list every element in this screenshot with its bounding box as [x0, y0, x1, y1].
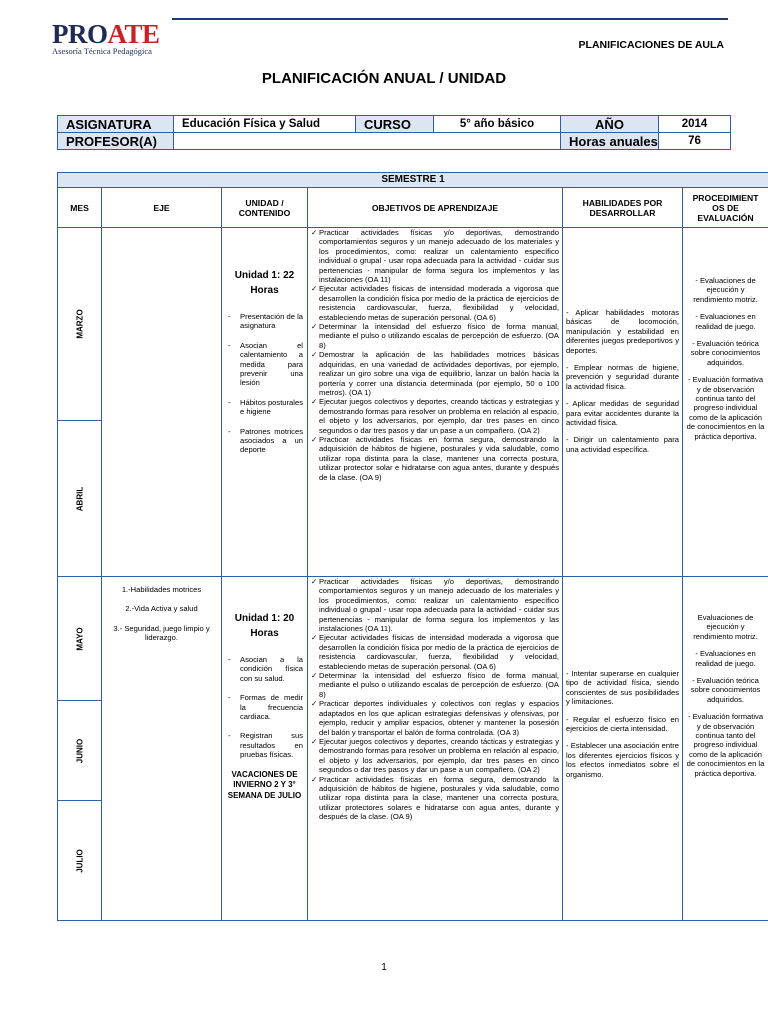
month-abril: ABRIL [58, 421, 102, 577]
evaluation-item: - Evaluación teórica sobre conocimientos adquiridos. [690, 339, 761, 367]
unit1-skills [563, 228, 683, 577]
header-eje: EJE [102, 188, 222, 228]
horas-value: 76 [659, 133, 731, 150]
objective-item: ✓ Ejecutar juegos colectivos y deportes, creando tácticas y estrategias y demostrando formas para resolver un problema en relación al espacio, el objeto y los adversarios, por ejemplo, dar tres pases en cinco segundos o dar tres pasos y dar un pase a un compañero. (OA 2) [311, 397, 559, 435]
info-table [57, 115, 731, 150]
unit1-content [222, 228, 308, 577]
curso-label: CURSO [356, 116, 434, 133]
header-habilidades: HABILIDADES POR DESARROLLAR [563, 188, 683, 228]
header-objetivos: OBJETIVOS DE APRENDIZAJE [308, 188, 563, 228]
skill-item: - Aplicar medidas de seguridad para evitar accidentes durante la actividad física. [566, 399, 679, 428]
objective-item: ✓ Practicar actividades físicas y/o deportivas, demostrando comportamientos seguros y un manejo adecuado de los materiales y los procedimientos, como: realizar un calentamiento específico individual o grupal - usar ropa adecuada para la actividad - cuidar sus pertenencias - manipular de forma segura los implementos y las instalaciones (OA 11). [311, 577, 559, 633]
unit2-item: - Asocian a la condición física con su salud. [236, 655, 303, 683]
objective-item: ✓ Ejecutar actividades físicas de intensidad moderada a vigorosa que desarrollen la condición física por medio de la práctica de ejercicios de resistencia cardiovascular, fuerza, flexibilidad y velocidad, estableciendo metas de superación personal. (OA 6) [311, 633, 559, 671]
unit1-title: Unidad 1: 22 Horas [234, 270, 295, 296]
month-junio: JUNIO [58, 701, 102, 801]
evaluation-item: - Evaluaciones en realidad de juego. [695, 312, 756, 331]
unit2-evaluation [683, 577, 768, 921]
curso-value: 5° año básico [434, 116, 561, 133]
asignatura-value: Educación Física y Salud [174, 116, 356, 133]
unit1-item: - Hábitos posturales e higiene [236, 398, 303, 417]
skill-item: - Intentar superarse en cualquier tipo de actividad física, siendo conscientes de sus posibilidades y limitaciones. [566, 669, 679, 707]
eje-cell-unit2 [102, 577, 222, 921]
profesor-value [174, 133, 561, 150]
planning-table [57, 172, 768, 921]
evaluation-item: - Evaluaciones en realidad de juego. [695, 649, 756, 668]
objective-item: ✓ Ejecutar actividades físicas de intensidad moderada a vigorosa que desarrollen la condición física por medio de la práctica de ejercicios de resistencia cardiovascular, fuerza, flexibilidad y velocidad, estableciendo metas de superación personal. (OA 6) [311, 284, 559, 322]
unit1-evaluation [683, 228, 768, 577]
evaluation-item: - Evaluación formativa y de observación continua tanto del progreso individual como de la aplicación de conocimientos en la práctica deportiva. [686, 375, 765, 441]
page-number: 1 [381, 962, 387, 973]
anio-label: AÑO [561, 116, 659, 133]
unit1-item: - Patrones motrices asociados a un deporte [236, 427, 303, 455]
unit1-item: - Asocian el calentamiento a medida para prevenir una lesión [236, 341, 303, 388]
objective-item: ✓ Ejecutar juegos colectivos y deportes, creando tácticas y estrategias y demostrando formas para resolver un problema en relación al espacio, el objeto y los adversarios, por ejemplo, dar tres pases en cinco segundos o dar tres pasos y dar un pase a un compañero. (OA 2) [311, 737, 559, 775]
evaluation-item: - Evaluación formativa y de observación continua tanto del progreso individual como de la aplicación de conocimientos en la práctica deportiva. [686, 712, 765, 778]
page-title: PLANIFICACIÓN ANUAL / UNIDAD [261, 70, 507, 87]
evaluation-item: Evaluaciones de ejecución y rendimiento motriz. [693, 613, 758, 641]
skill-item: - Aplicar habilidades motoras básicas de locomoción, manipulación y estabilidad en diferentes juegos predeportivos y deportes. [566, 308, 679, 355]
unit1-objectives [308, 228, 563, 577]
unit2-item: - Formas de medir la frecuencia cardiaca. [236, 693, 303, 721]
anio-value: 2014 [659, 116, 731, 133]
unit2-title: Unidad 1: 20 Horas [234, 613, 295, 639]
skill-item: - Establecer una asociación entre los diferentes ejercicios físicos y los efectos inmediatos sobre el organismo. [566, 741, 679, 779]
logo-accent-text: ATE [107, 19, 160, 49]
header-procedimientos: PROCEDIMIENT OS DE EVALUACIÓN [683, 188, 768, 228]
unit2-skills [563, 577, 683, 921]
logo-subtitle: Asesoría Técnica Pedagógica [52, 46, 152, 56]
header-unidad: UNIDAD / CONTENIDO [222, 188, 308, 228]
eje-item: 1.-Habilidades motrices [121, 585, 202, 594]
objective-item: ✓ Determinar la intensidad del esfuerzo físico de forma manual, mediante el pulso o utilizando escalas de percepción de esfuerzo. (OA 8) [311, 322, 559, 350]
proate-logo [52, 20, 172, 56]
asignatura-label: ASIGNATURA [58, 116, 174, 133]
horas-label: Horas anuales [561, 133, 659, 150]
semester-header: SEMESTRE 1 [58, 173, 768, 188]
winter-vacation-note: VACACIONES DE INVIERNO 2 Y 3° SEMANA DE JULIO [227, 769, 302, 800]
eje-item: 3.- Seguridad, juego limpio y liderazgo. [113, 623, 210, 643]
evaluation-item: - Evaluación teórica sobre conocimientos adquiridos. [690, 676, 761, 704]
month-mayo: MAYO [58, 577, 102, 701]
objective-item: ✓ Demostrar la aplicación de las habilidades motrices básicas adquiridas, en una variedad de actividades deportivas, por ejemplo, realizar un giro sobre una viga de equilibrio, lanzar un balón hacia la portería y correr una distancia determinada (por ejemplo, 50 o 100 metros). (OA 1) [311, 350, 559, 397]
month-marzo: MARZO [58, 228, 102, 421]
skill-item: - Regular el esfuerzo físico en ejercicios de cierta intensidad. [566, 714, 679, 734]
objective-item: ✓ Determinar la intensidad del esfuerzo físico de forma manual, mediante el pulso o utilizando escalas de percepción de esfuerzo. (OA 8) [311, 671, 559, 699]
objective-item: ✓ Practicar actividades físicas en forma segura, demostrando la adquisición de hábitos de higiene, posturales y vida saludable, como utilizar ropa distinta para la clase, mantener una correcta postura, utilizar protector solar e hidratarse con agua antes, durante y después de la clase. (OA 9) [311, 435, 559, 482]
header-divider [172, 18, 728, 20]
unit2-content [222, 577, 308, 921]
evaluation-item: - Evaluaciones de ejecución y rendimiento motriz. [693, 276, 758, 304]
header-mes: MES [58, 188, 102, 228]
unit1-item: - Presentación de la asignatura [236, 312, 303, 331]
skill-item: - Dirigir un calentamiento para una actividad específica. [566, 435, 679, 454]
unit2-objectives [308, 577, 563, 921]
objective-item: ✓ Practicar actividades físicas y/o deportivas, demostrando comportamientos seguros y un manejo adecuado de los materiales y los procedimientos, como: realizar un calentamiento específico individual o grupal - usar ropa adecuada para la actividad - cuidar sus pertenencias - manipular de forma segura los implementos y las instalaciones (OA 11) [311, 228, 559, 284]
objective-item: ✓ Practicar deportes individuales y colectivos con reglas y espacios adaptados en los que aplican estrategias defensivas y ofensivas, por ejemplo, reducir y ampliar espacios, obtener y mantener la posesión del balón y transportar el balón de forma controlada. (OA 3) [311, 699, 559, 737]
unit2-item: - Registran sus resultados en pruebas físicas. [236, 731, 303, 759]
logo-main-text: PRO [52, 19, 108, 49]
header-title: PLANIFICACIONES DE AULA [578, 39, 724, 51]
objective-item: ✓ Practicar actividades físicas en forma segura, demostrando la adquisición de hábitos de higiene, posturales y vida saludable, como utilizar ropa distinta para la clase, mantener una correcta postura, utilizar protectores solares e hidratarse con agua antes, durante y después de la clase. (OA 9) [311, 775, 559, 822]
skill-item: - Emplear normas de higiene, prevención y seguridad durante la actividad física. [566, 363, 679, 391]
month-julio: JULIO [58, 801, 102, 921]
eje-item: 2.-Vida Activa y salud [125, 604, 198, 614]
profesor-label: PROFESOR(A) [58, 133, 174, 150]
eje-cell-unit1 [102, 228, 222, 577]
